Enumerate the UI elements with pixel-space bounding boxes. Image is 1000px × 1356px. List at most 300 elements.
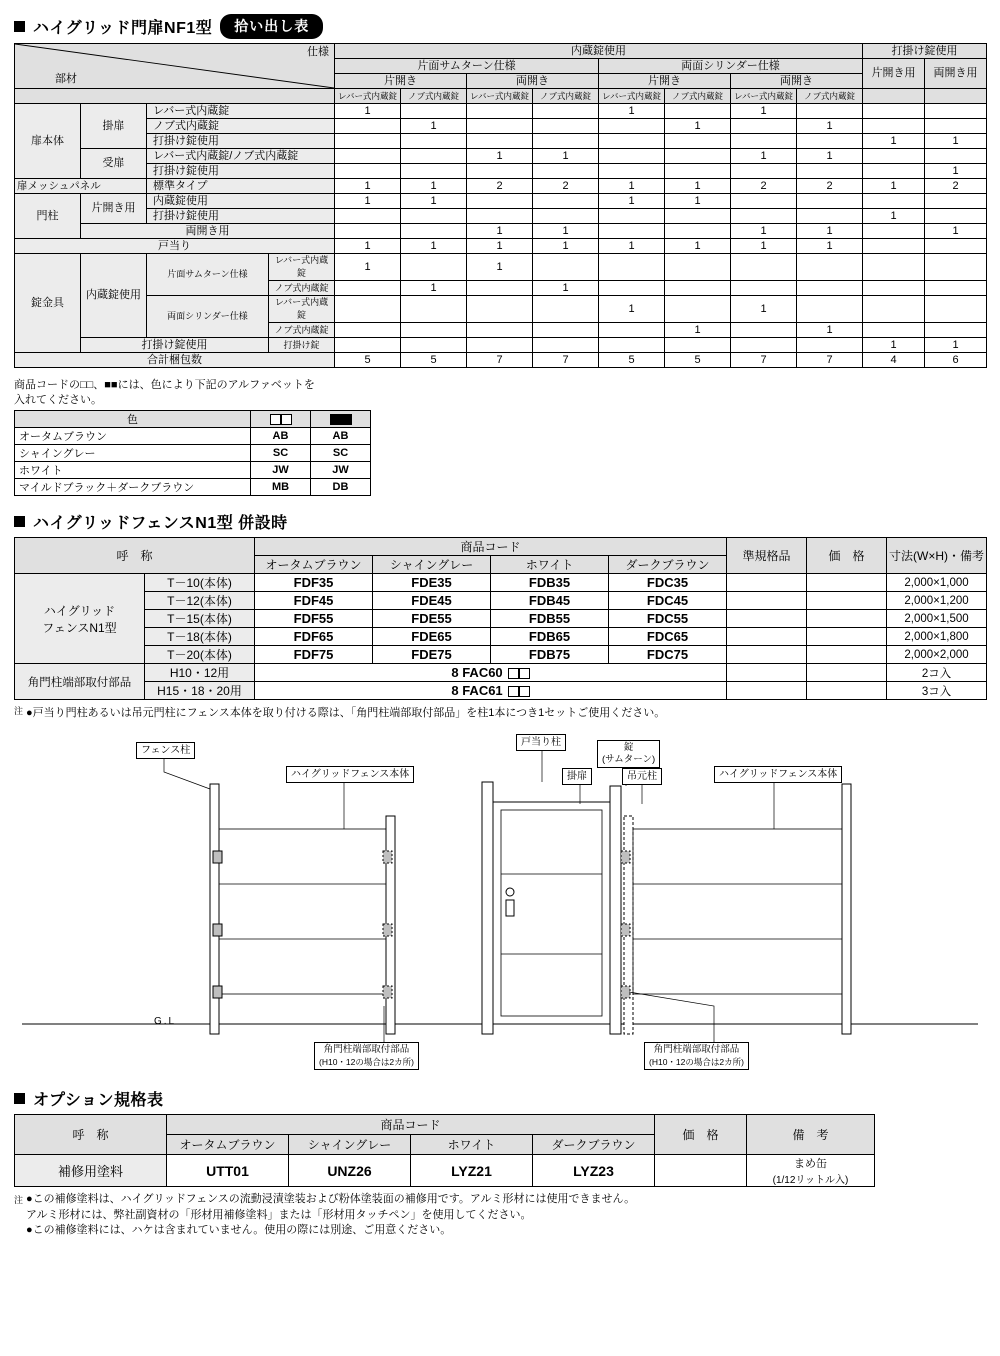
code-cell: LYZ21 — [411, 1155, 533, 1187]
code-cell: FDB55 — [491, 610, 609, 628]
table-row — [15, 239, 987, 254]
callout-parts-left-line2: (H10・12の場合は2カ所) — [319, 1057, 414, 1067]
cell — [863, 194, 925, 209]
table-row — [15, 134, 987, 149]
cell — [335, 209, 401, 224]
cell: 1 — [335, 194, 401, 209]
cell: 1 — [731, 104, 797, 119]
col-semistandard-header: 準規格品 — [727, 538, 807, 574]
section2-heading — [14, 510, 986, 533]
cell: 1 — [665, 179, 731, 194]
price-cell — [807, 664, 887, 682]
row-group-line2: フェンスN1型 — [42, 620, 117, 635]
cell: 1 — [665, 239, 731, 254]
cell — [925, 104, 987, 119]
cell — [863, 323, 925, 338]
price-cell — [807, 646, 887, 664]
empty-square-icon — [508, 668, 519, 679]
cell — [401, 134, 467, 149]
cell — [665, 254, 731, 281]
cell — [599, 119, 665, 134]
cell — [533, 323, 599, 338]
cell — [599, 323, 665, 338]
row-label-knob: ノブ式内蔵錠 — [269, 281, 335, 296]
col-double-1: 両開き — [467, 74, 599, 89]
col-single-1: 片開き — [335, 74, 467, 89]
col-lever-1: レバー式内蔵錠 — [335, 89, 401, 104]
col-color-autumn-brown: オータムブラウン — [255, 556, 373, 574]
section2-footnote — [14, 704, 986, 720]
cell: 1 — [467, 254, 533, 281]
fence-table — [14, 537, 987, 700]
cell — [797, 281, 863, 296]
bullet-square-icon — [14, 516, 25, 527]
cell — [401, 224, 467, 239]
cell — [335, 119, 401, 134]
note-text: ●戸当り門柱あるいは吊元門柱にフェンス本体を取り付ける際は、「角門柱端部取付部品」を柱1本につき1セットご使用ください。 — [26, 707, 666, 719]
note-text-2: アルミ形材には、弊社副資材の「形材用補修塗料」または「形材用タッチペン」を使用してください。 — [26, 1209, 532, 1221]
cell: 1 — [599, 239, 665, 254]
row-label-lever: レバー式内蔵錠 — [269, 254, 335, 281]
table-row — [15, 338, 987, 353]
cell — [863, 119, 925, 134]
cell — [797, 164, 863, 179]
cell — [599, 164, 665, 179]
cell: 1 — [863, 134, 925, 149]
cell: 1 — [599, 296, 665, 323]
row-group-mesh-panel: 扉メッシュパネル — [15, 179, 147, 194]
cell — [731, 281, 797, 296]
note-mark: 注 — [14, 706, 24, 716]
sub-double-cylinder: 両面シリンダー仕様 — [599, 59, 863, 74]
color-code-1: SC — [251, 445, 311, 462]
callout-hanging-post: 吊元柱 — [622, 768, 662, 785]
color-name: マイルドブラック＋ダークブラウン — [15, 479, 251, 496]
table-row — [15, 194, 987, 209]
callout-lock — [597, 740, 660, 768]
cell — [863, 164, 925, 179]
cell — [925, 296, 987, 323]
cell — [335, 224, 401, 239]
color-code-2: SC — [311, 445, 371, 462]
cell: 2 — [797, 179, 863, 194]
row-label-cylinder-spec: 両面シリンダー仕様 — [147, 296, 269, 338]
cell — [925, 119, 987, 134]
table-row — [15, 445, 371, 462]
row-sub-internal-lock-use: 内蔵錠使用 — [81, 254, 147, 338]
row-label: レバー式内蔵錠 — [147, 104, 335, 119]
cell — [335, 149, 401, 164]
table-row — [15, 254, 987, 281]
row-label: レバー式内蔵錠/ノブ式内蔵錠 — [147, 149, 335, 164]
row-name: T－20(本体) — [145, 646, 255, 664]
code-cell: FDF35 — [255, 574, 373, 592]
row-group-fence-n1 — [15, 574, 145, 664]
cell — [925, 194, 987, 209]
cell — [401, 254, 467, 281]
cell: 1 — [925, 134, 987, 149]
callout-hook-door: 掛扉 — [562, 768, 592, 785]
cell — [401, 209, 467, 224]
table-row — [15, 592, 987, 610]
cell — [863, 254, 925, 281]
filled-square-icon — [341, 414, 352, 425]
cell: 1 — [401, 281, 467, 296]
cell — [335, 338, 401, 353]
color-code-2: AB — [311, 428, 371, 445]
col-knob-4: ノブ式内蔵錠 — [797, 89, 863, 104]
color-name: シャイングレー — [15, 445, 251, 462]
semistandard-cell — [727, 682, 807, 700]
row-group-door-body: 扉本体 — [15, 104, 81, 179]
cell: 1 — [599, 104, 665, 119]
cell: 1 — [665, 119, 731, 134]
cell — [335, 164, 401, 179]
semistandard-cell — [727, 610, 807, 628]
cell — [731, 323, 797, 338]
table-row — [15, 224, 987, 239]
cell: 1 — [533, 239, 599, 254]
option-table — [14, 1114, 875, 1187]
cell: 1 — [335, 179, 401, 194]
parts-code-text: 8 FAC61 — [451, 683, 503, 698]
cell — [533, 119, 599, 134]
callout-fence-body-left: ハイグリッドフェンス本体 — [286, 766, 414, 783]
col-color-shine-gray: シャイングレー — [373, 556, 491, 574]
color-note-line1: 商品コードの□□、■■には、色により下記のアルファベットを — [14, 379, 315, 391]
col-color-dark-brown: ダークブラウン — [533, 1135, 655, 1155]
row-label-lever2: レバー式内蔵錠 — [269, 296, 335, 323]
cell — [797, 254, 863, 281]
remark-line2: (1/12リットル入) — [772, 1175, 849, 1186]
section2-title: ハイグリッドフェンスN1型 併設時 — [33, 515, 288, 532]
color-header: 色 — [15, 411, 251, 428]
table-row-total — [15, 353, 987, 368]
col-double-2: 両開き — [731, 74, 863, 89]
cell — [665, 338, 731, 353]
cell: 1 — [665, 194, 731, 209]
row-label-knob2: ノブ式内蔵錠 — [269, 323, 335, 338]
callout-lock-line1: 錠 — [623, 742, 634, 753]
total-cell: 7 — [797, 353, 863, 368]
sub-single-thumb: 片面サムターン仕様 — [335, 59, 599, 74]
table-row — [15, 149, 987, 164]
code-cell: FDE45 — [373, 592, 491, 610]
cell: 1 — [599, 179, 665, 194]
col-color-shine-gray: シャイングレー — [289, 1135, 411, 1155]
code-cell: UNZ26 — [289, 1155, 411, 1187]
row-group-receive-door: 受扉 — [81, 149, 147, 179]
row-name: T－10(本体) — [145, 574, 255, 592]
code-cell: FDB35 — [491, 574, 609, 592]
section1-heading — [14, 14, 986, 39]
total-cell: 4 — [863, 353, 925, 368]
cell — [467, 281, 533, 296]
price-cell — [807, 682, 887, 700]
table-row — [15, 610, 987, 628]
col-latch-single: 片開き用 — [863, 59, 925, 89]
code-cell: FDC45 — [609, 592, 727, 610]
col-latch-single-blank — [863, 89, 925, 104]
price-cell — [655, 1155, 747, 1187]
row-label: 内蔵錠使用 — [147, 194, 335, 209]
price-cell — [807, 592, 887, 610]
cell — [731, 209, 797, 224]
table-row — [15, 296, 987, 323]
section3-notes — [14, 1192, 986, 1238]
table-row — [15, 119, 987, 134]
code-cell: LYZ23 — [533, 1155, 655, 1187]
cell: 1 — [863, 179, 925, 194]
spec-part-diagonal-header — [15, 44, 335, 89]
cell — [599, 134, 665, 149]
cell — [533, 194, 599, 209]
spec-label: 仕様 — [307, 46, 329, 58]
cell — [401, 164, 467, 179]
row-name: H10・12用 — [145, 664, 255, 682]
cell — [533, 164, 599, 179]
cell — [599, 224, 665, 239]
total-cell: 5 — [599, 353, 665, 368]
cell: 1 — [401, 119, 467, 134]
group-internal-lock: 内蔵錠使用 — [335, 44, 863, 59]
cell: 2 — [731, 179, 797, 194]
cell: 1 — [731, 149, 797, 164]
empty-square-icon — [281, 414, 292, 425]
color-code-2: JW — [311, 462, 371, 479]
row-group-lock-hardware: 錠金具 — [15, 254, 81, 353]
col-name-header: 呼 称 — [15, 1115, 167, 1155]
col-price-header: 価 格 — [655, 1115, 747, 1155]
col-dimension-header: 寸法(W×H)・備考 — [887, 538, 987, 574]
color-header-box-empty — [251, 411, 311, 428]
callout-parts-right-line2: (H10・12の場合は2カ所) — [649, 1057, 744, 1067]
col-code-header: 商品コード — [167, 1115, 655, 1135]
dimension-cell: 2,000×1,200 — [887, 592, 987, 610]
cell — [731, 164, 797, 179]
total-cell: 7 — [467, 353, 533, 368]
cell — [533, 338, 599, 353]
color-code-1: JW — [251, 462, 311, 479]
cell — [797, 338, 863, 353]
col-single-2: 片開き — [599, 74, 731, 89]
bullet-square-icon — [14, 1093, 25, 1104]
cell — [665, 134, 731, 149]
col-name-header: 呼 称 — [15, 538, 255, 574]
row-sub-single-use: 片開き用 — [81, 194, 147, 224]
cell — [335, 281, 401, 296]
cell — [401, 338, 467, 353]
semistandard-cell — [727, 628, 807, 646]
total-label: 合計梱包数 — [15, 353, 335, 368]
parts-code-text: 8 FAC60 — [451, 665, 503, 680]
code-cell: FDF55 — [255, 610, 373, 628]
table-row — [15, 462, 371, 479]
cell — [335, 323, 401, 338]
callout-lock-line2: (サムターン) — [602, 754, 656, 765]
col-color-white: ホワイト — [411, 1135, 533, 1155]
col-price-header: 価 格 — [807, 538, 887, 574]
parts-code-cell — [255, 682, 727, 700]
pickup-table — [14, 43, 987, 368]
row-name: T－12(本体) — [145, 592, 255, 610]
cell — [467, 194, 533, 209]
callout-fence-post: フェンス柱 — [136, 742, 195, 759]
cell — [533, 296, 599, 323]
section3-heading — [14, 1087, 986, 1110]
row-group-hook-door: 掛扉 — [81, 104, 147, 149]
cell: 1 — [467, 149, 533, 164]
cell — [925, 281, 987, 296]
col-lever-2: レバー式内蔵錠 — [467, 89, 533, 104]
code-cell: UTT01 — [167, 1155, 289, 1187]
cell — [925, 323, 987, 338]
remark-cell — [747, 1155, 875, 1187]
cell — [731, 194, 797, 209]
callout-parts-left — [314, 1042, 419, 1070]
cell — [863, 281, 925, 296]
cell — [925, 209, 987, 224]
note-mark: 注 — [14, 1195, 24, 1205]
cell — [731, 338, 797, 353]
cell: 1 — [863, 338, 925, 353]
cell: 2 — [925, 179, 987, 194]
cell — [925, 239, 987, 254]
cell — [925, 149, 987, 164]
code-cell: FDB45 — [491, 592, 609, 610]
cell — [467, 209, 533, 224]
cell — [665, 296, 731, 323]
code-cell: FDC75 — [609, 646, 727, 664]
cell — [401, 296, 467, 323]
cell: 1 — [335, 239, 401, 254]
cell — [467, 119, 533, 134]
cell: 1 — [533, 224, 599, 239]
code-cell: FDF65 — [255, 628, 373, 646]
code-cell: FDC35 — [609, 574, 727, 592]
cell — [599, 149, 665, 164]
cell — [533, 104, 599, 119]
dimension-cell: 2,000×1,000 — [887, 574, 987, 592]
color-code-table — [14, 410, 371, 496]
cell — [599, 281, 665, 296]
dimension-cell: 3コ入 — [887, 682, 987, 700]
ground-level-label: G.L — [154, 1016, 177, 1027]
cell: 1 — [731, 296, 797, 323]
empty-square-icon — [519, 686, 530, 697]
total-cell: 5 — [665, 353, 731, 368]
row-name-repair-paint: 補修用塗料 — [15, 1155, 167, 1187]
cell — [797, 296, 863, 323]
cell — [797, 104, 863, 119]
callout-parts-right-line1: 角門柱端部取付部品 — [653, 1044, 740, 1055]
cell — [599, 209, 665, 224]
row-label: 打掛け錠使用 — [147, 209, 335, 224]
bullet-square-icon — [14, 21, 25, 32]
callout-door-stop-post: 戸当り柱 — [516, 734, 566, 751]
col-code-header: 商品コード — [255, 538, 727, 556]
cell: 1 — [599, 194, 665, 209]
cell — [665, 149, 731, 164]
color-note — [14, 378, 986, 408]
code-cell: FDB65 — [491, 628, 609, 646]
group-latch-lock: 打掛け錠使用 — [863, 44, 987, 59]
cell — [863, 104, 925, 119]
cell — [665, 281, 731, 296]
price-cell — [807, 574, 887, 592]
code-cell: FDC55 — [609, 610, 727, 628]
color-name: オータムブラウン — [15, 428, 251, 445]
total-cell: 5 — [335, 353, 401, 368]
cell — [731, 119, 797, 134]
col-latch-double-blank — [925, 89, 987, 104]
table-row — [15, 179, 987, 194]
spacer-header — [15, 89, 335, 104]
part-label: 部材 — [55, 73, 77, 85]
row-name: H15・18・20用 — [145, 682, 255, 700]
cell: 1 — [731, 224, 797, 239]
cell — [665, 224, 731, 239]
semistandard-cell — [727, 646, 807, 664]
parts-code-cell — [255, 664, 727, 682]
color-name: ホワイト — [15, 462, 251, 479]
code-cell: FDE65 — [373, 628, 491, 646]
cell: 1 — [863, 209, 925, 224]
cell — [863, 296, 925, 323]
section3-title: オプション規格表 — [33, 1092, 164, 1109]
col-lever-4: レバー式内蔵錠 — [731, 89, 797, 104]
cell — [665, 104, 731, 119]
cell — [467, 134, 533, 149]
dimension-cell: 2,000×1,800 — [887, 628, 987, 646]
col-knob-1: ノブ式内蔵錠 — [401, 89, 467, 104]
cell: 1 — [335, 254, 401, 281]
semistandard-cell — [727, 664, 807, 682]
note-text-3: ●この補修塗料には、ハケは含まれていません。使用の際には別途、ご用意ください。 — [26, 1224, 452, 1236]
color-header-box-filled — [311, 411, 371, 428]
row-group-door-stop: 戸当り — [15, 239, 335, 254]
callout-parts-left-line1: 角門柱端部取付部品 — [323, 1044, 410, 1055]
section1-pill-label: 拾い出し表 — [220, 14, 323, 39]
cell: 1 — [797, 224, 863, 239]
color-code-2: DB — [311, 479, 371, 496]
total-cell: 5 — [401, 353, 467, 368]
cell — [797, 194, 863, 209]
row-label: ノブ式内蔵錠 — [147, 119, 335, 134]
table-row — [15, 209, 987, 224]
cell: 1 — [401, 194, 467, 209]
cell — [599, 338, 665, 353]
total-cell: 7 — [731, 353, 797, 368]
cell: 1 — [533, 149, 599, 164]
row-name: T－18(本体) — [145, 628, 255, 646]
code-cell: FDF75 — [255, 646, 373, 664]
row-label: 標準タイプ — [147, 179, 335, 194]
col-color-dark-brown: ダークブラウン — [609, 556, 727, 574]
cell — [731, 254, 797, 281]
cell: 1 — [467, 239, 533, 254]
cell: 1 — [731, 239, 797, 254]
section1-title: ハイグリッド門扉NF1型 — [33, 20, 213, 37]
table-row — [15, 1155, 875, 1187]
col-remark-header: 備 考 — [747, 1115, 875, 1155]
cell — [863, 239, 925, 254]
cell — [335, 296, 401, 323]
cell: 1 — [925, 164, 987, 179]
row-group-gate-post: 門柱 — [15, 194, 81, 239]
cell — [467, 296, 533, 323]
cell — [335, 134, 401, 149]
